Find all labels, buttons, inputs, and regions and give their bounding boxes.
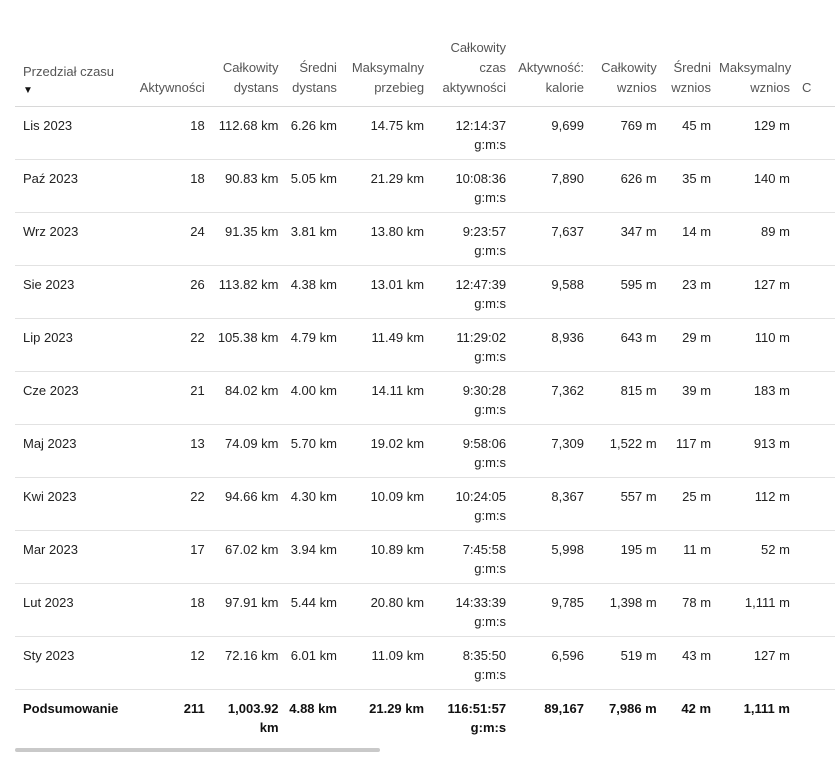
cell-avg-ascent: 14 m: [661, 213, 715, 266]
cell-total-ascent: 1,398 m: [588, 584, 661, 637]
cell-max-ascent: 1,111 m: [743, 701, 790, 716]
cell-truncated: [794, 584, 835, 637]
table-row: [15, 584, 835, 637]
cell-total-distance: 90.83 km: [209, 160, 283, 213]
cell-max-ascent: 110 m: [715, 319, 794, 372]
cell-max-run: 20.80 km: [341, 584, 428, 637]
cell-avg-ascent: 39 m: [661, 372, 715, 425]
cell-total-time: 7:45:58 g:m:s: [428, 531, 510, 584]
cell-avg-ascent: 35 m: [661, 160, 715, 213]
cell-total-distance: 84.02 km: [209, 372, 283, 425]
cell-total-distance: 112.68 km: [209, 107, 283, 160]
cell-total-distance: 94.66 km: [209, 478, 283, 531]
cell-avg-distance: 4.30 km: [283, 478, 341, 531]
cell-total-ascent: 557 m: [588, 478, 661, 531]
cell-truncated: [794, 213, 835, 266]
cell-activities: 13: [128, 425, 209, 478]
cell-time-range: Lis 2023: [15, 107, 128, 160]
cell-total-ascent: 7,986 m: [609, 701, 657, 716]
cell-avg-distance: 3.94 km: [283, 531, 341, 584]
cell-avg-ascent: 11 m: [661, 531, 715, 584]
summary-row: [15, 690, 835, 743]
column-header-total-distance[interactable]: Całkowity dystans: [209, 38, 283, 107]
cell-calories: 7,637: [510, 213, 588, 266]
table-row: [15, 637, 835, 690]
sort-descending-icon[interactable]: ▼: [23, 85, 33, 96]
cell-total-time: 9:58:06 g:m:s: [428, 425, 510, 478]
table-row: [15, 266, 835, 319]
column-header-total-activity-time[interactable]: Całkowity czas aktywności: [428, 38, 510, 107]
column-header-max-ascent[interactable]: Maksymalny wznios: [715, 38, 794, 107]
cell-max-ascent: 183 m: [715, 372, 794, 425]
horizontal-scrollbar[interactable]: [15, 748, 380, 752]
cell-avg-ascent: 117 m: [661, 425, 715, 478]
cell-time-range: Sie 2023: [15, 266, 128, 319]
cell-avg-distance: 4.00 km: [283, 372, 341, 425]
cell-avg-ascent: 23 m: [661, 266, 715, 319]
cell-avg-distance: 3.81 km: [283, 213, 341, 266]
cell-total-distance: 91.35 km: [209, 213, 283, 266]
cell-time-range: Cze 2023: [15, 372, 128, 425]
cell-total-distance: 1,003.92 km: [227, 701, 279, 735]
cell-time-range: Lip 2023: [15, 319, 128, 372]
table-row: [15, 531, 835, 584]
cell-total-ascent: 815 m: [588, 372, 661, 425]
cell-time-range: Wrz 2023: [15, 213, 128, 266]
cell-max-ascent: 89 m: [715, 213, 794, 266]
cell-calories: 5,998: [510, 531, 588, 584]
table-row: [15, 319, 835, 372]
cell-avg-distance: 6.26 km: [283, 107, 341, 160]
cell-calories: 6,596: [510, 637, 588, 690]
cell-max-run: 13.01 km: [341, 266, 428, 319]
cell-avg-ascent: 78 m: [661, 584, 715, 637]
cell-total-time: 9:23:57 g:m:s: [428, 213, 510, 266]
table-row: [15, 213, 835, 266]
column-header-truncated[interactable]: C: [794, 38, 835, 107]
cell-activities: 18: [128, 107, 209, 160]
cell-avg-distance: 6.01 km: [283, 637, 341, 690]
table-row: [15, 160, 835, 213]
column-header-calories[interactable]: Aktywność: kalorie: [510, 38, 588, 107]
cell-calories: 7,362: [510, 372, 588, 425]
cell-truncated: [794, 637, 835, 690]
cell-total-time: 9:30:28 g:m:s: [428, 372, 510, 425]
cell-activities: 22: [128, 319, 209, 372]
cell-total-ascent: 1,522 m: [588, 425, 661, 478]
cell-activities: 17: [128, 531, 209, 584]
cell-max-run: 14.75 km: [341, 107, 428, 160]
cell-total-distance: 67.02 km: [209, 531, 283, 584]
cell-total-distance: 105.38 km: [209, 319, 283, 372]
cell-calories: 9,699: [510, 107, 588, 160]
table-row: [15, 372, 835, 425]
cell-time-range: Podsumowanie: [23, 701, 119, 716]
column-header-max-run[interactable]: Maksymalny przebieg: [341, 38, 428, 107]
cell-calories: 8,936: [510, 319, 588, 372]
cell-total-ascent: 643 m: [588, 319, 661, 372]
cell-calories: 89,167: [544, 701, 584, 716]
cell-truncated: [794, 690, 835, 743]
activity-summary-table-container: [15, 38, 812, 742]
cell-avg-distance: 5.44 km: [283, 584, 341, 637]
cell-avg-ascent: 42 m: [681, 701, 712, 716]
cell-truncated: [794, 372, 835, 425]
column-header-avg-distance[interactable]: Średni dystans: [283, 38, 341, 107]
cell-total-ascent: 195 m: [588, 531, 661, 584]
table-body: [15, 107, 835, 743]
column-header-time-range[interactable]: [15, 38, 128, 107]
cell-avg-distance: 5.70 km: [283, 425, 341, 478]
cell-max-run: 21.29 km: [369, 701, 425, 716]
cell-time-range: Paź 2023: [15, 160, 128, 213]
table-row: [15, 425, 835, 478]
cell-max-ascent: 112 m: [715, 478, 794, 531]
cell-activities: 24: [128, 213, 209, 266]
cell-activities: 26: [128, 266, 209, 319]
cell-max-run: 11.09 km: [341, 637, 428, 690]
cell-activities: 12: [128, 637, 209, 690]
cell-activities: 22: [128, 478, 209, 531]
cell-calories: 7,309: [510, 425, 588, 478]
column-header-activities[interactable]: Aktywności: [128, 38, 209, 107]
cell-activities: 21: [128, 372, 209, 425]
cell-max-run: 14.11 km: [341, 372, 428, 425]
cell-truncated: [794, 478, 835, 531]
cell-avg-distance: 5.05 km: [283, 160, 341, 213]
cell-avg-ascent: 25 m: [661, 478, 715, 531]
table-row: [15, 478, 835, 531]
cell-avg-ascent: 29 m: [661, 319, 715, 372]
cell-max-ascent: 127 m: [715, 637, 794, 690]
cell-activities: 211: [183, 701, 205, 716]
cell-total-time: 116:51:57 g:m:s: [447, 701, 507, 735]
column-header-total-ascent[interactable]: Całkowity wznios: [588, 38, 661, 107]
cell-truncated: [794, 107, 835, 160]
cell-time-range: Mar 2023: [15, 531, 128, 584]
cell-total-time: 14:33:39 g:m:s: [428, 584, 510, 637]
cell-calories: 7,890: [510, 160, 588, 213]
cell-total-time: 10:24:05 g:m:s: [428, 478, 510, 531]
cell-max-ascent: 1,111 m: [715, 584, 794, 637]
activity-summary-table: [15, 38, 835, 742]
cell-max-run: 19.02 km: [341, 425, 428, 478]
cell-total-time: 12:47:39 g:m:s: [428, 266, 510, 319]
cell-max-run: 21.29 km: [341, 160, 428, 213]
cell-truncated: [794, 319, 835, 372]
cell-total-distance: 97.91 km: [209, 584, 283, 637]
cell-avg-distance: 4.79 km: [283, 319, 341, 372]
cell-total-distance: 113.82 km: [209, 266, 283, 319]
cell-max-ascent: 52 m: [715, 531, 794, 584]
cell-activities: 18: [128, 160, 209, 213]
column-header-avg-ascent[interactable]: Średni wznios: [661, 38, 715, 107]
cell-calories: 9,588: [510, 266, 588, 319]
cell-total-time: 10:08:36 g:m:s: [428, 160, 510, 213]
cell-truncated: [794, 160, 835, 213]
cell-max-run: 10.09 km: [341, 478, 428, 531]
cell-avg-distance: 4.38 km: [283, 266, 341, 319]
cell-total-time: 11:29:02 g:m:s: [428, 319, 510, 372]
cell-total-ascent: 626 m: [588, 160, 661, 213]
cell-truncated: [794, 266, 835, 319]
cell-calories: 9,785: [510, 584, 588, 637]
cell-total-distance: 74.09 km: [209, 425, 283, 478]
cell-avg-distance: 4.88 km: [289, 701, 337, 716]
cell-max-run: 11.49 km: [341, 319, 428, 372]
cell-max-run: 10.89 km: [341, 531, 428, 584]
cell-max-run: 13.80 km: [341, 213, 428, 266]
table-row: [15, 107, 835, 160]
cell-total-ascent: 595 m: [588, 266, 661, 319]
cell-total-distance: 72.16 km: [209, 637, 283, 690]
cell-max-ascent: 127 m: [715, 266, 794, 319]
cell-truncated: [794, 531, 835, 584]
table-header-row: [15, 38, 835, 107]
cell-total-time: 12:14:37 g:m:s: [428, 107, 510, 160]
cell-max-ascent: 129 m: [715, 107, 794, 160]
cell-time-range: Maj 2023: [15, 425, 128, 478]
cell-activities: 18: [128, 584, 209, 637]
cell-avg-ascent: 43 m: [661, 637, 715, 690]
cell-total-ascent: 347 m: [588, 213, 661, 266]
column-header-label: Przedział czasu: [23, 64, 115, 79]
cell-time-range: Sty 2023: [15, 637, 128, 690]
cell-calories: 8,367: [510, 478, 588, 531]
cell-total-ascent: 769 m: [588, 107, 661, 160]
cell-avg-ascent: 45 m: [661, 107, 715, 160]
cell-time-range: Kwi 2023: [15, 478, 128, 531]
cell-total-ascent: 519 m: [588, 637, 661, 690]
cell-time-range: Lut 2023: [15, 584, 128, 637]
cell-total-time: 8:35:50 g:m:s: [428, 637, 510, 690]
cell-truncated: [794, 425, 835, 478]
cell-max-ascent: 913 m: [715, 425, 794, 478]
cell-max-ascent: 140 m: [715, 160, 794, 213]
